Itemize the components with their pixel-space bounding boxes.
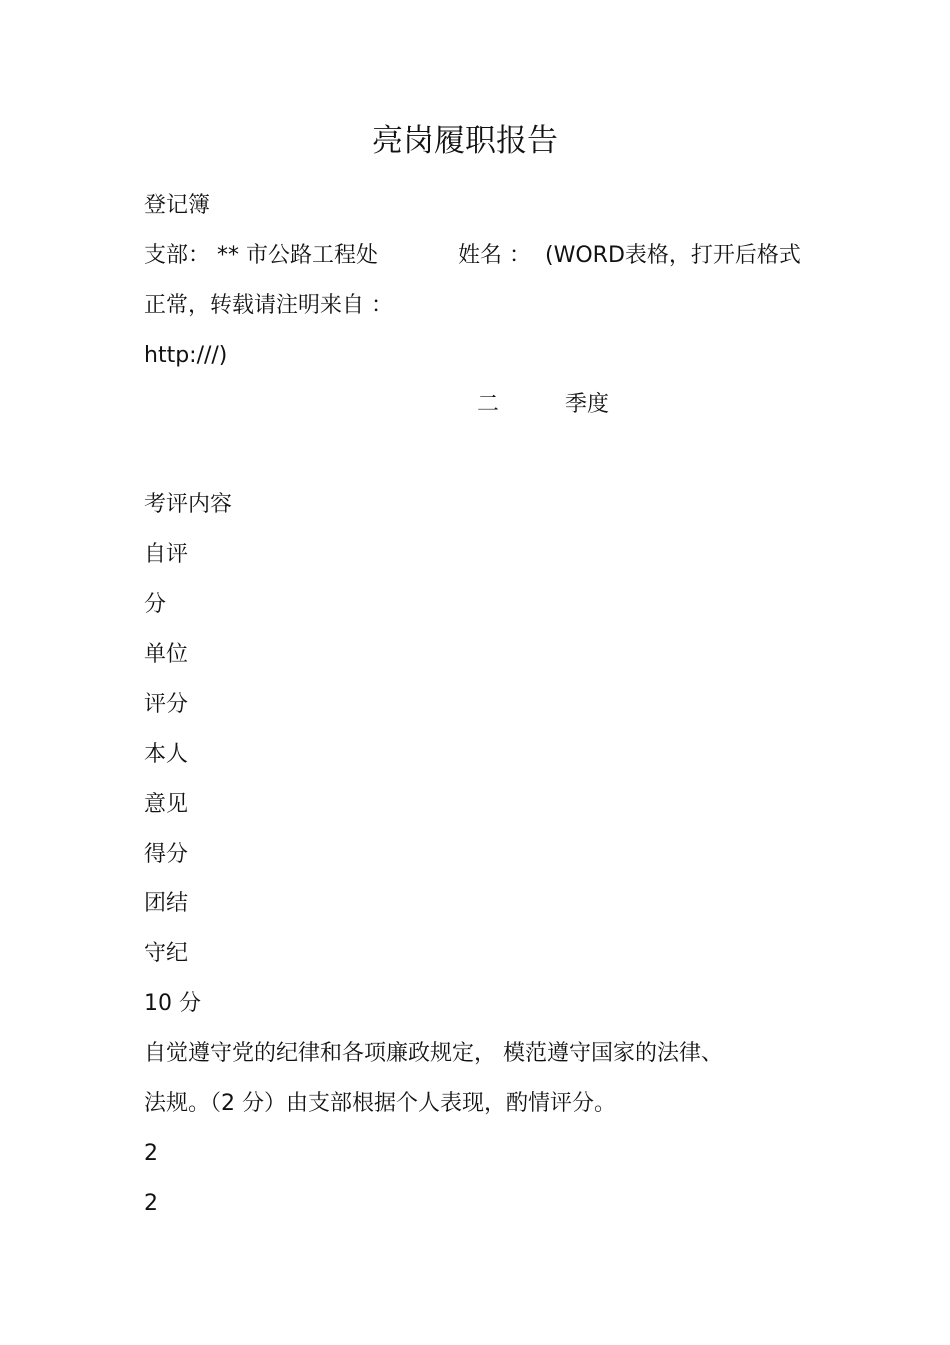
format-note: (WORD表格，打开后格式 xyxy=(545,243,801,268)
list-item: 10 分 xyxy=(144,991,201,1016)
list-item: 考评内容 xyxy=(144,492,233,517)
paragraph-line: 自觉遵守党的纪律和各项廉政规定， 模范遵守国家的法律、 xyxy=(144,1041,723,1066)
list-item: 守纪 xyxy=(144,941,189,966)
quarter-number: 二 xyxy=(477,392,500,417)
list-item: 团结 xyxy=(144,891,189,916)
format-note-continued: 正常，转载请注明来自 ： xyxy=(144,293,393,318)
source-url: http:///) xyxy=(144,343,228,368)
branch-line: 支部： ** 市公路工程处 xyxy=(144,243,378,268)
list-item: 2 xyxy=(144,1141,158,1166)
register-label: 登记簿 xyxy=(144,193,211,218)
list-item: 分 xyxy=(144,592,167,617)
list-item: 评分 xyxy=(144,692,189,717)
list-item: 得分 xyxy=(144,842,189,867)
paragraph-line: 法规。（2 分）由支部根据个人表现，酌情评分。 xyxy=(144,1091,616,1116)
quarter-label: 季度 xyxy=(565,392,610,417)
list-item: 自评 xyxy=(144,542,189,567)
list-item: 2 xyxy=(144,1191,158,1216)
list-item: 单位 xyxy=(144,642,189,667)
list-item: 意见 xyxy=(144,792,189,817)
page-title: 亮岗履职报告 xyxy=(372,123,558,159)
list-item: 本人 xyxy=(144,742,189,767)
name-label: 姓名 ： xyxy=(458,243,531,268)
